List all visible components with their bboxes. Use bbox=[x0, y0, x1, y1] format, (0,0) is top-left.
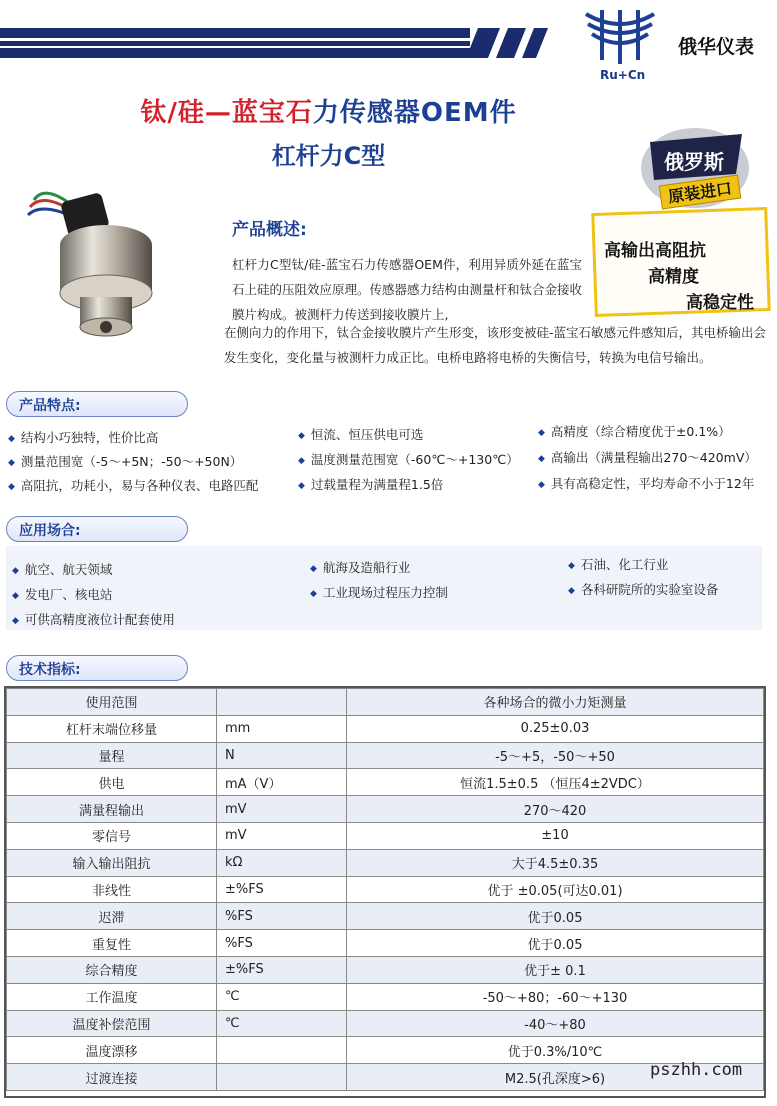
page-title bbox=[0, 92, 777, 129]
spec-name: 重复性 bbox=[7, 930, 217, 957]
header-stripe bbox=[0, 28, 560, 58]
spec-name: 迟滞 bbox=[7, 903, 217, 930]
highlight-3: 高稳定性 bbox=[686, 293, 754, 313]
table-row bbox=[7, 796, 764, 823]
spec-value: 优于0.3%/10℃ bbox=[347, 1037, 764, 1064]
specs-heading bbox=[6, 655, 188, 681]
watermark: pszhh.com bbox=[650, 1060, 743, 1080]
feature-item: ◆ 温度测量范围宽（-60℃～+130℃） bbox=[298, 450, 519, 468]
spec-unit: kΩ bbox=[217, 849, 347, 876]
page-subtitle: 杠杆力C型 bbox=[271, 142, 386, 170]
application-item: ◆ 工业现场过程压力控制 bbox=[310, 583, 448, 601]
title-part-2: 力传感器OEM件 bbox=[312, 98, 517, 128]
spec-name: 过渡连接 bbox=[7, 1064, 217, 1091]
feature-item: ◆ 结构小巧独特，性价比高 bbox=[8, 428, 158, 446]
table-row bbox=[7, 930, 764, 957]
spec-name: 使用范围 bbox=[7, 689, 217, 716]
highlight-1: 高输出高阻抗 bbox=[604, 241, 706, 261]
spec-unit: mA（V） bbox=[217, 769, 347, 796]
application-item: ◆ 航海及造船行业 bbox=[310, 558, 410, 576]
spec-unit: mV bbox=[217, 796, 347, 823]
feature-item: ◆ 具有高稳定性，平均寿命不小于12年 bbox=[538, 474, 754, 492]
spec-value: ±10 bbox=[347, 822, 764, 849]
spec-value: 各种场合的微小力矩测量 bbox=[347, 689, 764, 716]
application-item: ◆ 石油、化工行业 bbox=[568, 555, 668, 573]
spec-name: 非线性 bbox=[7, 876, 217, 903]
spec-name: 量程 bbox=[7, 742, 217, 769]
badge-russia: 俄罗斯 bbox=[664, 150, 724, 174]
spec-name: 供电 bbox=[7, 769, 217, 796]
spec-name: 温度漂移 bbox=[7, 1037, 217, 1064]
spec-value: 优于± 0.1 bbox=[347, 956, 764, 983]
specs-title: 技术指标: bbox=[19, 662, 81, 678]
spec-unit: ℃ bbox=[217, 1010, 347, 1037]
table-row bbox=[7, 769, 764, 796]
spec-name: 满量程输出 bbox=[7, 796, 217, 823]
spec-value: -50～+80；-60～+130 bbox=[347, 983, 764, 1010]
features-heading bbox=[6, 391, 188, 417]
spec-value: 恒流1.5±0.5 （恒压4±2VDC） bbox=[347, 769, 764, 796]
spec-value: 大于4.5±0.35 bbox=[347, 849, 764, 876]
feature-item: ◆ 高阻抗，功耗小，易与各种仪表、电路匹配 bbox=[8, 476, 258, 494]
feature-item: ◆ 高输出（满量程输出270～420mV） bbox=[538, 448, 757, 466]
spec-name: 综合精度 bbox=[7, 956, 217, 983]
feature-item: ◆ 过载量程为满量程1.5倍 bbox=[298, 475, 443, 493]
application-item: ◆ 航空、航天领域 bbox=[12, 560, 112, 578]
spec-value: -40～+80 bbox=[347, 1010, 764, 1037]
spec-unit bbox=[217, 1064, 347, 1091]
title-part-1: 钛/硅—蓝宝石 bbox=[140, 98, 313, 128]
applications-title: 应用场合: bbox=[19, 523, 81, 539]
table-row bbox=[7, 742, 764, 769]
application-item: ◆ 各科研院所的实验室设备 bbox=[568, 580, 718, 598]
table-row bbox=[7, 956, 764, 983]
spec-name: 工作温度 bbox=[7, 983, 217, 1010]
features-title: 产品特点: bbox=[19, 398, 81, 414]
applications-heading bbox=[6, 516, 188, 542]
table-row bbox=[7, 876, 764, 903]
spec-value: 优于0.05 bbox=[347, 930, 764, 957]
spec-value: 优于0.05 bbox=[347, 903, 764, 930]
sensor-product-image bbox=[14, 175, 214, 365]
table-row bbox=[7, 1010, 764, 1037]
table-row bbox=[7, 983, 764, 1010]
table-row bbox=[7, 715, 764, 742]
spec-unit: N bbox=[217, 742, 347, 769]
spec-name: 零信号 bbox=[7, 822, 217, 849]
overview-paragraph-b: 在侧向力的作用下，钛合金接收膜片产生形变，该形变被硅-蓝宝石敏感元件感知后，其电桥输出会发生变化，变化量与被测杆力成正比。电桥电路将电桥的失衡信号，转换为电信号输出。 bbox=[224, 325, 767, 365]
spec-unit bbox=[217, 1037, 347, 1064]
spec-unit: ±%FS bbox=[217, 956, 347, 983]
table-row bbox=[7, 689, 764, 716]
feature-item: ◆ 高精度（综合精度优于±0.1%） bbox=[538, 422, 731, 440]
spec-value: 270～420 bbox=[347, 796, 764, 823]
spec-table bbox=[6, 688, 764, 1091]
spec-name: 温度补偿范围 bbox=[7, 1010, 217, 1037]
feature-item: ◆ 恒流、恒压供电可选 bbox=[298, 425, 423, 443]
spec-name: 输入输出阻抗 bbox=[7, 849, 217, 876]
spec-value: M2.5(孔深度>6) bbox=[347, 1064, 764, 1091]
spec-unit: ℃ bbox=[217, 983, 347, 1010]
feature-item: ◆ 测量范围宽（-5～+5N；-50～+50N） bbox=[8, 452, 242, 470]
application-item: ◆ 发电厂、核电站 bbox=[12, 585, 112, 603]
highlight-2: 高精度 bbox=[648, 267, 699, 287]
brand-name: 俄华仪表 bbox=[678, 36, 755, 58]
overview-title: 产品概述: bbox=[232, 220, 307, 240]
spec-name: 杠杆末端位移量 bbox=[7, 715, 217, 742]
spec-unit bbox=[217, 689, 347, 716]
table-row bbox=[7, 903, 764, 930]
spec-unit: %FS bbox=[217, 903, 347, 930]
application-item: ◆ 可供高精度液位计配套使用 bbox=[12, 610, 175, 628]
table-row bbox=[7, 849, 764, 876]
spec-value: 优于 ±0.05(可达0.01) bbox=[347, 876, 764, 903]
table-row bbox=[7, 822, 764, 849]
badge-imported: 原装进口 bbox=[659, 175, 742, 210]
spec-value: -5～+5，-50～+50 bbox=[347, 742, 764, 769]
spec-unit: mm bbox=[217, 715, 347, 742]
spec-unit: %FS bbox=[217, 930, 347, 957]
spec-value: 0.25±0.03 bbox=[347, 715, 764, 742]
spec-unit: mV bbox=[217, 822, 347, 849]
logo-text: Ru+Cn bbox=[600, 68, 646, 82]
overview-paragraph-a: 杠杆力C型钛/硅-蓝宝石力传感器OEM件，利用异质外延在蓝宝石上硅的压阻效应原理。传感器感力结构由测量杆和钛合金接收膜片构成。被测杆力传送到接收膜片上, bbox=[232, 257, 583, 322]
spec-unit: ±%FS bbox=[217, 876, 347, 903]
